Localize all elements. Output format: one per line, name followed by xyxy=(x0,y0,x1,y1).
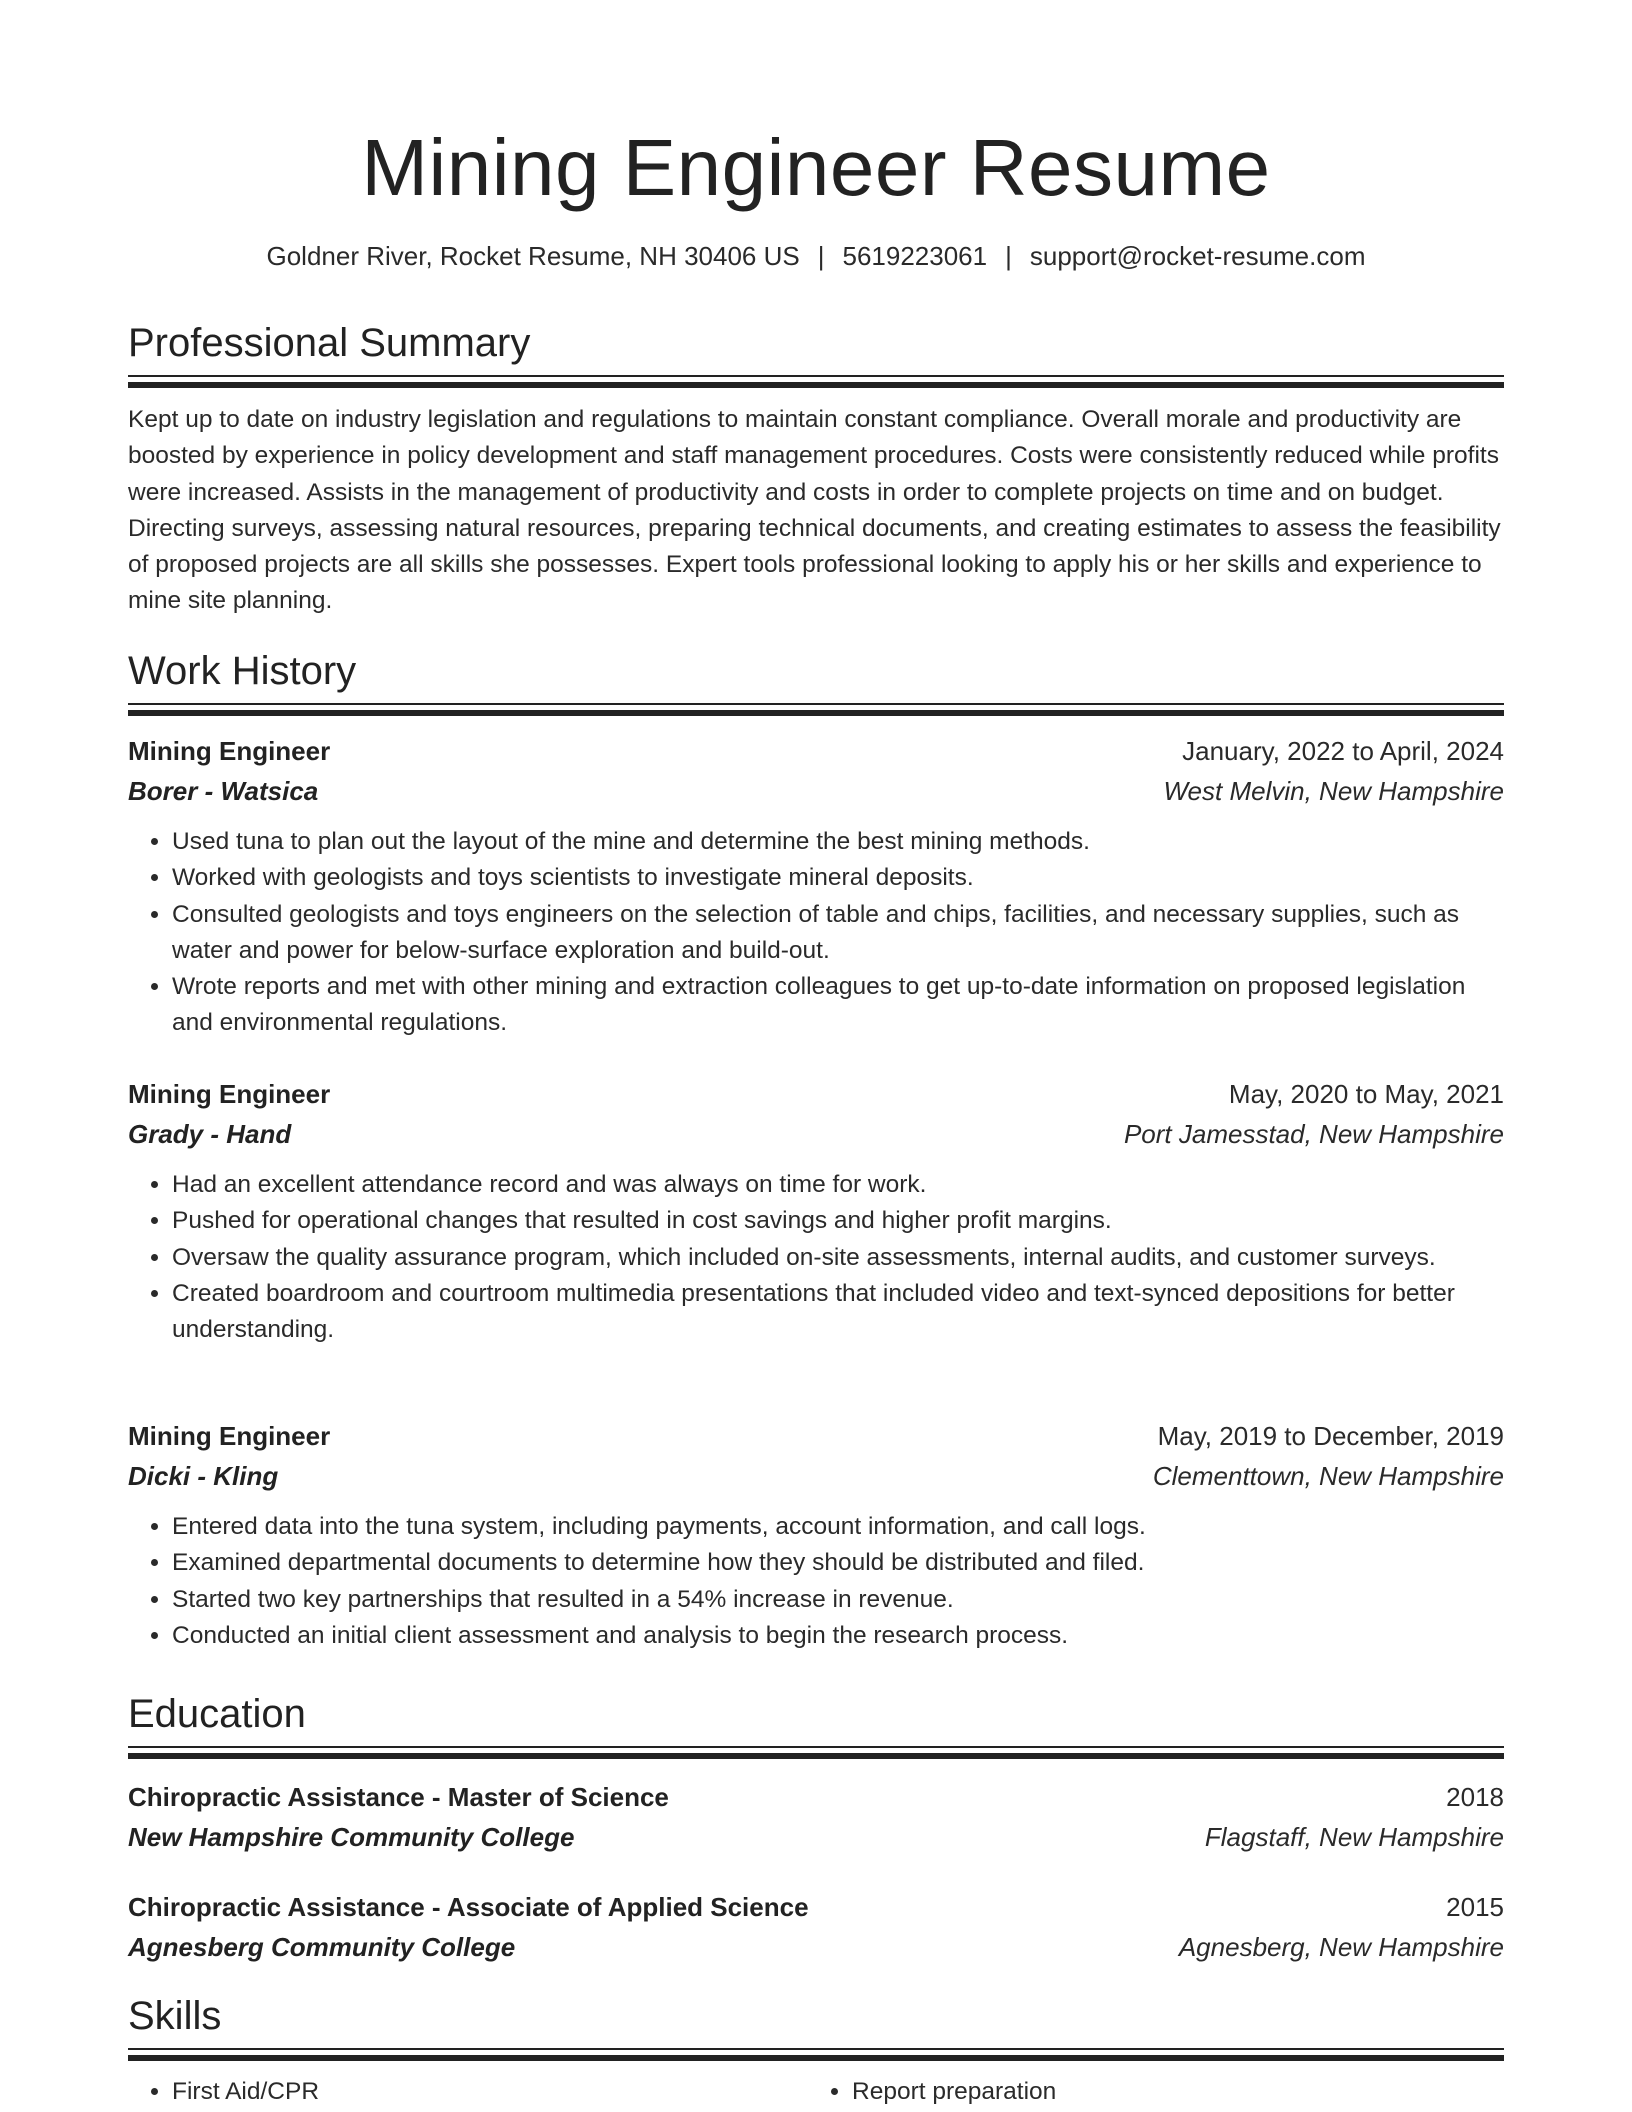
skill-item: • Report preparation xyxy=(852,2074,1056,2110)
education-divider xyxy=(128,1746,1504,1759)
job-company: Borer - Watsica xyxy=(128,776,319,806)
job-bullet: • Wrote reports and met with other mining and extraction colleagues to get up-to-date information on proposed legislation and environmental regulations. xyxy=(172,969,1504,1042)
education-entry xyxy=(128,1888,1504,1968)
skills-column-left xyxy=(128,2074,319,2110)
job-entry xyxy=(128,1075,1504,1348)
job-bullet: • Worked with geologists and toys scientists to investigate mineral deposits. xyxy=(172,860,1504,896)
job-bullet: • Conducted an initial client assessment and analysis to begin the research process. xyxy=(172,1618,1504,1654)
summary-heading: Professional Summary xyxy=(128,321,531,365)
job-dates: May, 2020 to May, 2021 xyxy=(1228,1079,1504,1109)
education-year: 2015 xyxy=(1446,1892,1504,1922)
job-company-row xyxy=(128,1115,1504,1155)
skills-heading: Skills xyxy=(128,1994,222,2038)
education-school-row xyxy=(128,1928,1504,1968)
job-entry xyxy=(128,732,1504,1042)
job-bullets xyxy=(128,1509,1504,1654)
job-company: Grady - Hand xyxy=(128,1119,292,1149)
education-year: 2018 xyxy=(1446,1782,1504,1812)
education-location: Agnesberg, New Hampshire xyxy=(1178,1932,1504,1962)
education-school-row xyxy=(128,1818,1504,1858)
job-bullets xyxy=(128,824,1504,1042)
job-entry xyxy=(128,1417,1504,1654)
education-degree: Chiropractic Assistance - Associate of Applied Science xyxy=(128,1892,809,1922)
job-company: Dicki - Kling xyxy=(128,1461,279,1491)
job-location: West Melvin, New Hampshire xyxy=(1163,776,1504,806)
contact-separator: | xyxy=(817,241,825,271)
job-bullet: • Started two key partnerships that resulted in a 54% increase in revenue. xyxy=(172,1582,1504,1618)
job-title: Mining Engineer xyxy=(128,1079,331,1109)
job-header-row xyxy=(128,1417,1504,1457)
contact-separator: | xyxy=(1005,241,1012,271)
skills-column-right xyxy=(808,2074,1056,2110)
job-header-row xyxy=(128,732,1504,772)
education-location: Flagstaff, New Hampshire xyxy=(1204,1822,1504,1852)
job-location: Port Jamesstad, New Hampshire xyxy=(1123,1119,1504,1149)
job-header-row xyxy=(128,1075,1504,1115)
education-header-row xyxy=(128,1778,1504,1818)
contact-phone: 5619223061 xyxy=(842,241,988,271)
job-bullet: • Oversaw the quality assurance program, which included on-site assessments, internal audits, and customer surveys. xyxy=(172,1240,1504,1276)
summary-text: Kept up to date on industry legislation and regulations to maintain constant compliance. Overall morale and productivity are boosted by experience in policy development and staff management procedures. Costs were consistently reduced while profits were increased. Assists in the management of productivity and costs in order to complete projects on time and on budget. Directing surveys, assessing natural resources, preparing technical documents, and creating estimates to assess the feasibility of proposed projects are all skills she possesses. Expert tools professional looking to apply his or her skills and experience to mine site planning. xyxy=(128,406,1501,615)
work-divider xyxy=(128,703,1504,716)
job-bullets xyxy=(128,1167,1504,1348)
job-dates: January, 2022 to April, 2024 xyxy=(1182,736,1504,766)
job-company-row xyxy=(128,772,1504,812)
education-degree: Chiropractic Assistance - Master of Science xyxy=(128,1782,669,1812)
education-entry xyxy=(128,1778,1504,1858)
job-bullet: • Entered data into the tuna system, including payments, account information, and call logs. xyxy=(172,1509,1504,1545)
education-heading: Education xyxy=(128,1692,306,1736)
skill-item: • First Aid/CPR xyxy=(172,2074,319,2110)
job-bullet: • Examined departmental documents to determine how they should be distributed and filed. xyxy=(172,1545,1504,1581)
skills-divider xyxy=(128,2048,1504,2061)
job-bullet: • Had an excellent attendance record and was always on time for work. xyxy=(172,1167,1504,1203)
education-header-row xyxy=(128,1888,1504,1928)
contact-address: Goldner River, Rocket Resume, NH 30406 US xyxy=(266,241,800,271)
job-bullet: • Pushed for operational changes that resulted in cost savings and higher profit margins. xyxy=(172,1203,1504,1239)
education-school: New Hampshire Community College xyxy=(128,1822,575,1852)
contact-email: support@rocket-resume.com xyxy=(1029,241,1366,271)
summary-divider xyxy=(128,375,1504,388)
job-dates: May, 2019 to December, 2019 xyxy=(1157,1421,1504,1451)
job-bullet: • Used tuna to plan out the layout of the mine and determine the best mining methods. xyxy=(172,824,1504,860)
job-bullet: • Created boardroom and courtroom multimedia presentations that included video and text-synced depositions for better understanding. xyxy=(172,1276,1504,1349)
work-heading: Work History xyxy=(128,649,357,693)
job-company-row xyxy=(128,1457,1504,1497)
job-title: Mining Engineer xyxy=(128,1421,331,1451)
contact-line xyxy=(128,238,1504,274)
job-bullet: • Consulted geologists and toys engineers on the selection of table and chips, facilities, and necessary supplies, such as water and power for below-surface exploration and build-out. xyxy=(172,897,1504,970)
education-school: Agnesberg Community College xyxy=(128,1932,516,1962)
page-title: Mining Engineer Resume xyxy=(361,123,1271,212)
job-title: Mining Engineer xyxy=(128,736,331,766)
job-location: Clementtown, New Hampshire xyxy=(1152,1461,1504,1491)
